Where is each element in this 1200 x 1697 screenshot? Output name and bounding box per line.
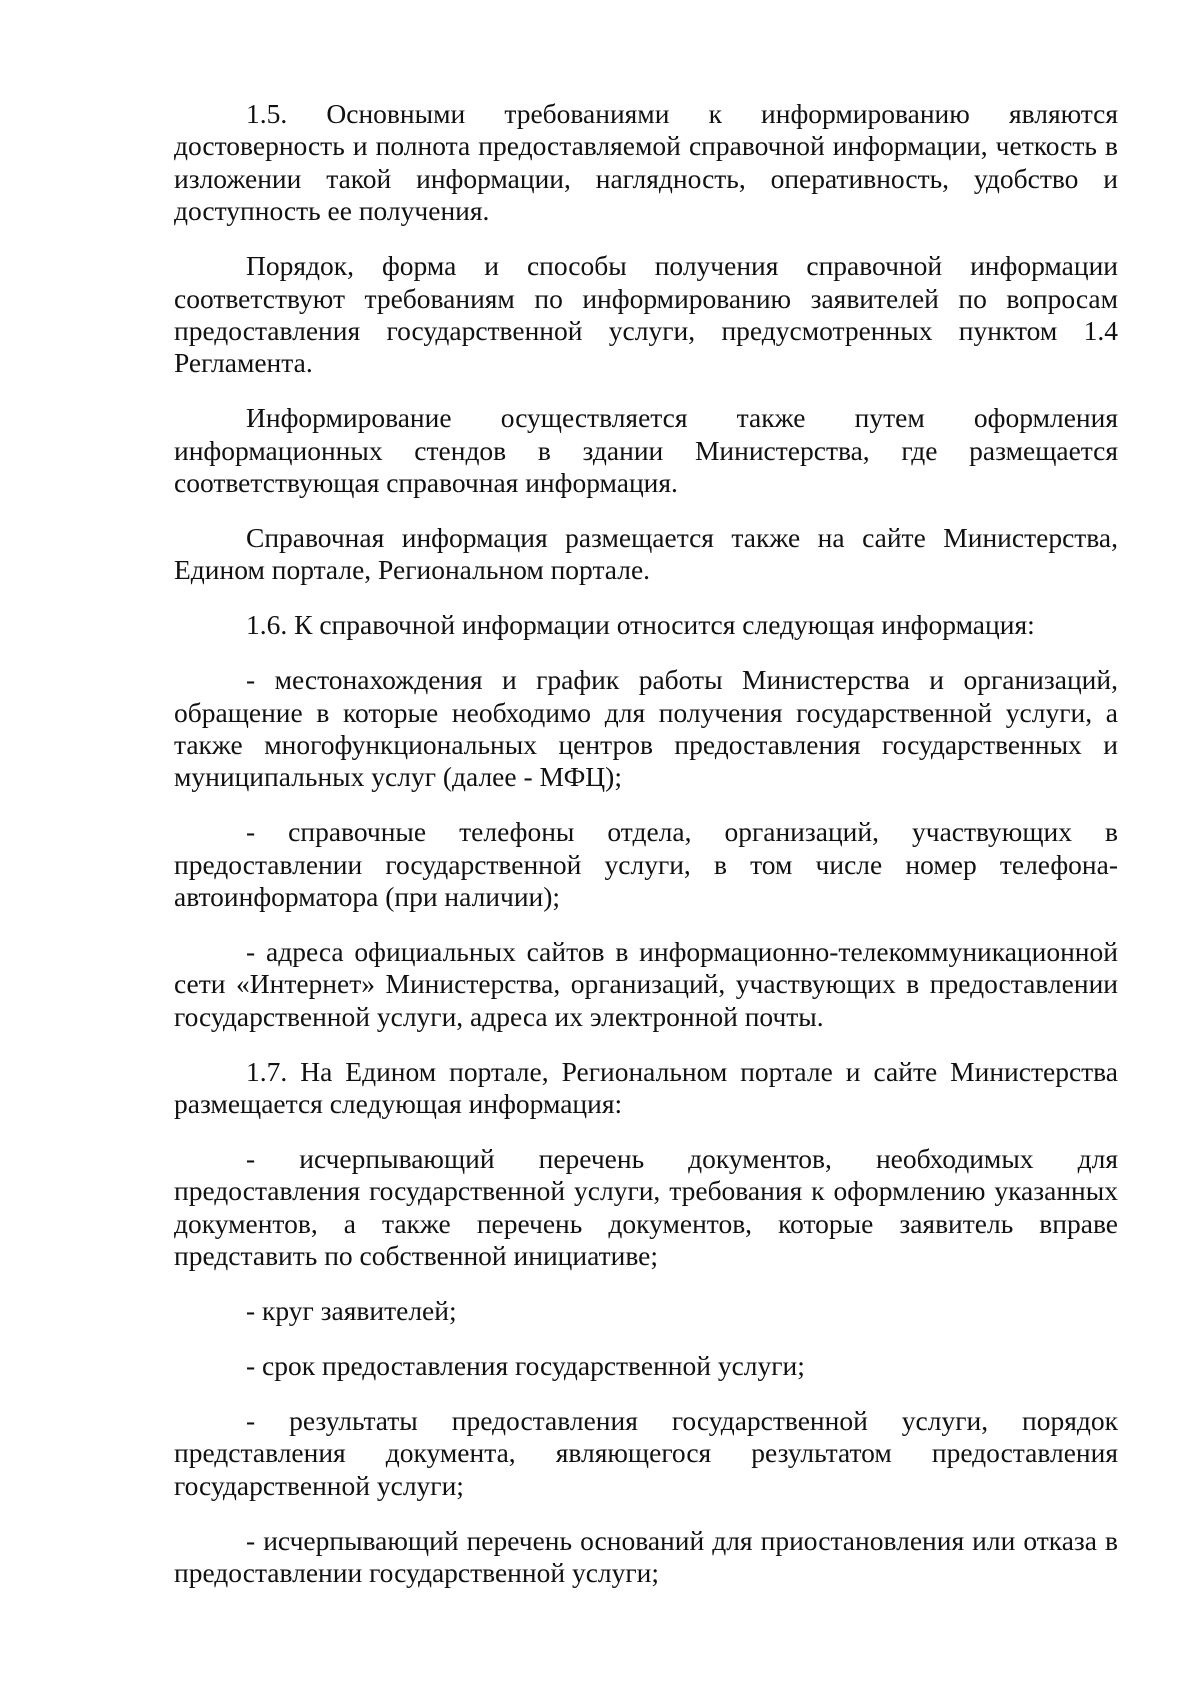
list-item-phones: - справочные телефоны отдела, организаций, участвующих в предоставлении государственной услуги, в том числе номер телефона-автоинформатора (при наличии); — [174, 816, 1118, 913]
list-item-location-schedule: - местонахождения и график работы Министерства и организаций, обращение в которые необходимо для получения государственной услуги, а также многофункциональных центров предоставления государственных и муниципальных услуг (далее - МФЦ); — [174, 664, 1118, 793]
document-page — [174, 98, 1118, 1612]
list-item-results: - результаты предоставления государственной услуги, порядок представления документа, являющегося результатом предоставления государственной услуги; — [174, 1405, 1118, 1501]
paragraph-1-5-requirements: 1.5. Основными требованиями к информированию являются достоверность и полнота предоставляемой справочной информации, четкость в изложении такой информации, наглядность, оперативность, удобство и доступность ее получения. — [174, 98, 1118, 227]
list-item-refusal-grounds: - исчерпывающий перечень оснований для приостановления или отказа в предоставлении государственной услуги; — [174, 1524, 1118, 1589]
paragraph-1-7-heading: 1.7. На Едином портале, Региональном портале и сайте Министерства размещается следующая информация: — [174, 1055, 1118, 1120]
list-item-term: - срок предоставления государственной услуги; — [246, 1350, 805, 1382]
list-item-documents: - исчерпывающий перечень документов, необходимых для предоставления государственной услуги, требования к оформлению указанных документов, а также перечень документов, которые заявитель вправе представить по собственной инициативе; — [174, 1143, 1118, 1272]
paragraph-reference-sites: Справочная информация размещается также на сайте Министерства, Едином портале, Региональном портале. — [174, 521, 1118, 586]
paragraph-1-6-heading: 1.6. К справочной информации относится следующая информация: — [246, 609, 1035, 641]
list-item-websites: - адреса официальных сайтов в информационно-телекоммуникационной сети «Интернет» Министерства, организаций, участвующих в предоставлении государственной услуги, адреса их электронной почты. — [174, 936, 1118, 1032]
paragraph-procedure: Порядок, форма и способы получения справочной информации соответствуют требованиям по информированию заявителей по вопросам предоставления государственной услуги, предусмотренных пунктом 1.4 Регламента. — [174, 250, 1118, 379]
paragraph-info-stands: Информирование осуществляется также путем оформления информационных стендов в здании Министерства, где размещается соответствующая справочная информация. — [174, 402, 1118, 499]
list-item-applicants: - круг заявителей; — [246, 1295, 457, 1327]
